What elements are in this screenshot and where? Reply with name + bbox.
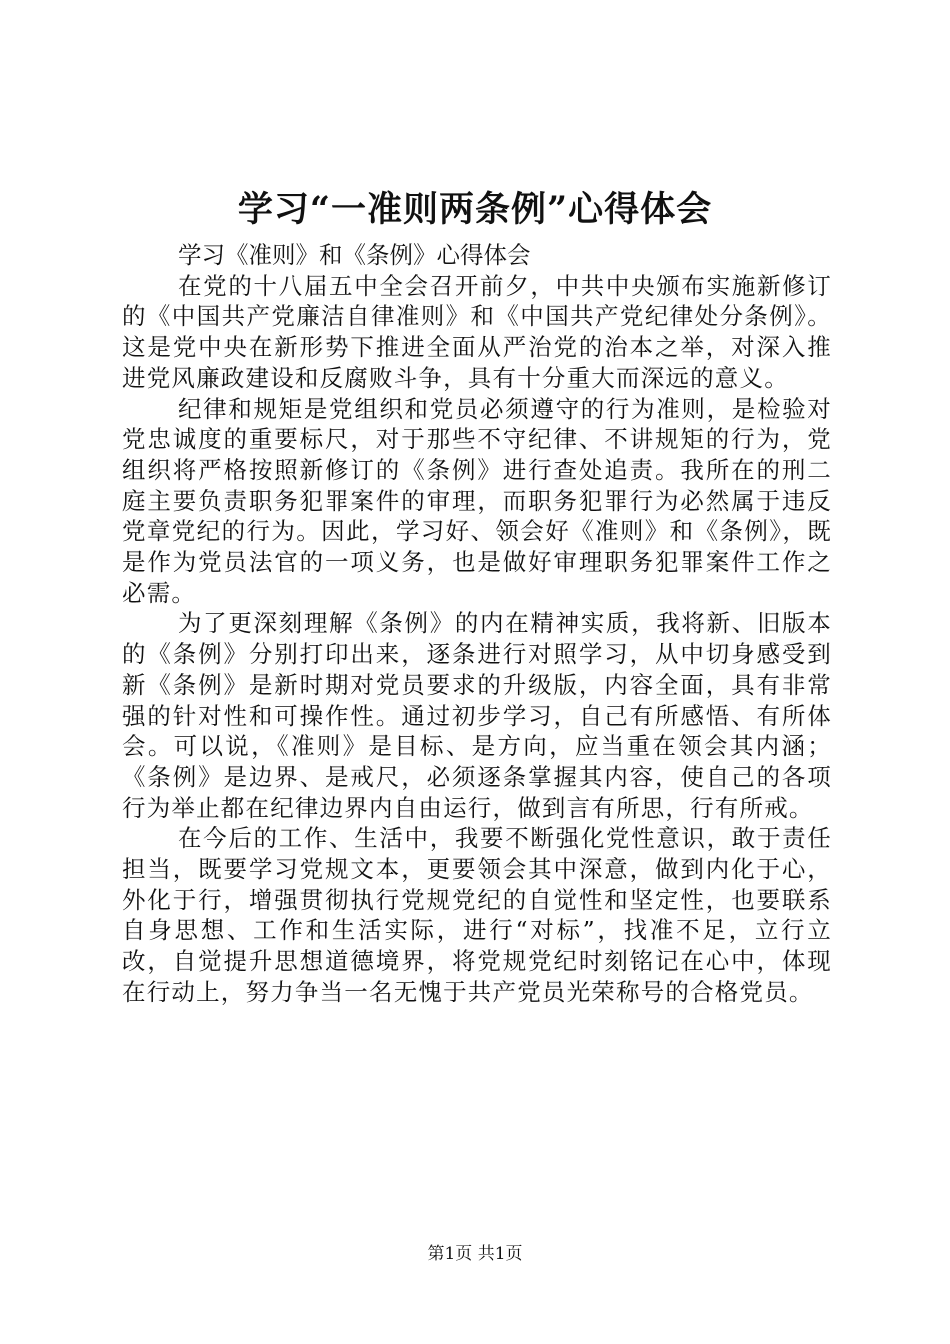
paragraph-2: 纪律和规矩是党组织和党员必须遵守的行为准则，是检验对党忠诚度的重要标尺，对于那些不守纪律、不讲规矩的行为，党组织将严格按照新修订的《条例》进行查处追责。我所在的刑二庭主要负责职务犯罪案件的审理，而职务犯罪行为必然属于违反党章党纪的行为。因此，学习好、领会好《准则》和《条例》，既是作为党员法官的一项义务，也是做好审理职务犯罪案件工作之必需。 bbox=[122, 394, 832, 607]
document-subtitle: 学习《准则》和《条例》心得体会 bbox=[178, 241, 531, 269]
paragraph-1: 在党的十八届五中全会召开前夕，中共中央颁布实施新修订的《中国共产党廉洁自律准则》和《中国共产党纪律处分条例》。这是党中央在新形势下推进全面从严治党的治本之举，对深入推进党风廉政建设和反腐败斗争，具有十分重大而深远的意义。 bbox=[122, 271, 832, 392]
document-body bbox=[122, 240, 832, 1008]
paragraph-4: 在今后的工作、生活中，我要不断强化党性意识，敢于责任担当，既要学习党规文本，更要领会其中深意，做到内化于心，外化于行，增强贯彻执行党规党纪的自觉性和坚定性，也要联系自身思想、工作和生活实际，进行“对标”，找准不足，立行立改，自觉提升思想道德境界，将党规党纪时刻铭记在心中，体现在行动上，努力争当一名无愧于共产党员光荣称号的合格党员。 bbox=[122, 824, 832, 1006]
document-title: 学习“一准则两条例”心得体会 bbox=[237, 189, 713, 230]
page-footer: 第1页 共1页 bbox=[427, 1244, 523, 1264]
paragraph-3: 为了更深刻理解《条例》的内在精神实质，我将新、旧版本的《条例》分别打印出来，逐条进行对照学习，从中切身感受到新《条例》是新时期对党员要求的升级版，内容全面，具有非常强的针对性和可操作性。通过初步学习，自己有所感悟、有所体会。可以说，《准则》是目标、是方向，应当重在领会其内涵；《条例》是边界、是戒尺，必须逐条掌握其内容，使自己的各项行为举止都在纪律边界内自由运行，做到言有所思，行有所戒。 bbox=[122, 609, 832, 822]
